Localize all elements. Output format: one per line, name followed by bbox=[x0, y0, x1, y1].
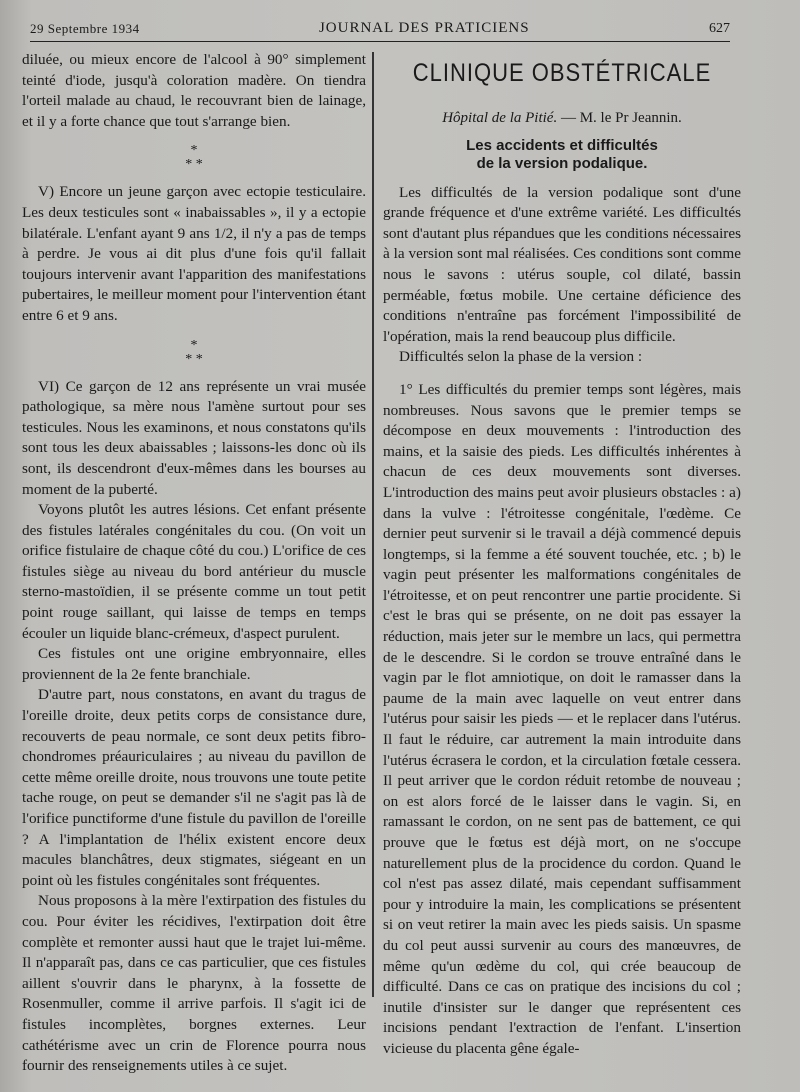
paragraph: V) Encore un jeune garçon avec ectopie testiculaire. Les deux testicules sont « inabaissables », il y a ectopie bilatérale. L'enfant ayant 9 ans 1/2, il n'y a pas de temps à perdre. Je vous ai dit plus d'une fois qu'il fallait toujours intervenir avant l'apparition des manifestations pubertaires, le meilleur moment pour l'intervention étant entre 6 et 9 ans. bbox=[22, 183, 366, 324]
article-title bbox=[383, 137, 741, 173]
article-byline bbox=[383, 108, 741, 129]
running-header bbox=[30, 14, 730, 42]
column-divider bbox=[372, 52, 374, 997]
paragraph: Difficultés selon la phase de la version : bbox=[399, 348, 643, 366]
hospital-name: Hôpital de la Pitié. bbox=[442, 110, 558, 126]
section-title: CLINIQUE OBSTÉTRICALE bbox=[412, 58, 712, 87]
paragraph: Ces fistules ont une origine embryonnaire, elles proviennent de la 2e fente branchiale. bbox=[22, 645, 366, 683]
paragraph: Les difficultés de la version podalique sont d'une grande fréquence et d'une extrême variété. Les difficultés sont d'autant plus répandues que les conditions nécessaires à la version sont mal réalisées. Ces conditions sont comme nous le savons : utérus souple, col dilaté, bassin perméable, fœtus mobile. Une certaine déficience des conditions n'entraîne pas forcément l'impossibilité de l'opération, mais la rend beaucoup plus difficile. bbox=[383, 183, 741, 345]
paragraph: VI) Ce garçon de 12 ans représente un vrai musée pathologique, sa mère nous l'amène surtout pour ses testicules. Nous les examinons, et nous constatons qu'ils sont tous les deux abaissables ; laissons-les donc où ils sont, ils descendront d'eux-mêmes dans les bourses au moment de la puberté. bbox=[22, 377, 366, 498]
paragraph: Voyons plutôt les autres lésions. Cet enfant présente des fistules latérales congénitales du cou. (On voit un orifice fistulaire de chaque côté du cou.) L'orifice de ces fistules siège au niveau du bord antérieur du muscle sterno-mastoïdien, il se présente comme un tout petit point rouge saillant, qui laisse de temps en temps écouler un liquide blanc-crémeux, d'aspect purulent. bbox=[22, 501, 366, 642]
paragraph: D'autre part, nous constatons, en avant du tragus de l'oreille droite, deux petits corps de consistance dure, recouverts de peau normale, ce sont deux petits fibro-chondromes préauriculaires ; au niveau du pavillon de cette même oreille droite, nous trouvons une toute petite tache rouge, on peut se demander s'il ne s'agit pas là de l'orifice punctiforme d'une fistule du pavillon de l'oreille ? A l'implantation de l'hélix existent encore deux macules blanchâtres, deux stigmates, siégeant en un point où les fistules congénitales sont fréquentes. bbox=[22, 686, 366, 889]
left-column bbox=[22, 50, 366, 1077]
article-title-line: de la version podalique. bbox=[476, 154, 648, 172]
paragraph: Nous proposons à la mère l'extirpation des fistules du cou. Pour éviter les récidives, l'extirpation doit être complète et remonter aussi haut que le trajet lui-même. Il n'apparaît pas, dans ce cas particulier, que ces fistules aillent s'ouvrir dans le pharynx, à la fossette de Rosenmuller, comme il arrive parfois. Il s'agit ici de fistules incomplètes, borgnes externes. Leur cathétérisme avec un crin de Florence pourra nous fournir des renseignements utiles à ce sujet. bbox=[22, 892, 366, 1075]
header-journal-title: JOURNAL DES PRATICIENS bbox=[318, 20, 530, 36]
section-separator: * * * bbox=[185, 143, 203, 173]
right-column bbox=[383, 50, 741, 1060]
header-page-number: 627 bbox=[708, 21, 730, 36]
header-date: 29 Septembre 1934 bbox=[30, 21, 140, 36]
paragraph: diluée, ou mieux encore de l'alcool à 90° simplement teinté d'iode, jusqu'à coloration madère. On tiendra l'orteil malade au chaud, le recouvrant bien de lainage, et il y a forte chance que tout s'arrange bien. bbox=[22, 51, 366, 130]
author-name: — M. le Pr Jeannin. bbox=[557, 110, 682, 126]
paragraph: 1° Les difficultés du premier temps sont légères, mais nombreuses. Nous savons que le premier temps se décompose en deux mouvements : l'introduction des mains, et la saisie des pieds. Les difficultés inhérentes à chacun de ces deux mouvements sont diverses. L'introduction des mains peut avoir plusieurs obstacles : a) dans la vulve : l'étroitesse congénitale, l'œdème. Ce dernier peut survenir si le travail a déjà commencé depuis longtemps, si la femme a été souvent touchée, etc. ; b) le vagin peut présenter les malformations congénitales de l'étroitesse, et on peut rencontrer une partie procidente. Si c'est le bras qui se présente, on ne doit pas essayer la réduction, mais jeter sur le membre un lacs, qui permettra de le descendre. Si le cordon se trouve entraîné dans le vagin par le flot amniotique, on doit le ramasser dans la paume de la main avec laquelle on veut entrer dans l'utérus pour saisir les pieds — et le replacer dans l'utérus. Il faut le réduire, car autrement la main introduite dans l'utérus écrasera le cordon, et la circulation fœtale cessera. Il peut arriver que le cordon réduit retombe de nouveau ; on est alors forcé de le laisser dans le vagin. Si, en ramassant le cordon, on ne sent pas de battement, ce qui prouve que le fœtus est déjà mort, on ne s'occupe naturellement plus de la procidence du cordon. Quand le col n'est pas assez dilaté, mais cependant suffisamment pour y introduire la main, les complications se présentent si on veut retirer la main avec les pieds saisis. Un spasme du col peut aussi survenir au cours des manœuvres, de même qu'un œdème du col, qui crée beaucoup de difficulté. Dans ce cas on pratique des incisions du col ; inutile d'insister sur le danger que représentent ces incisions pendant l'extraction de l'enfant. L'insertion vicieuse du placenta gêne égale- bbox=[383, 380, 741, 1057]
article-title-line: Les accidents et difficultés bbox=[466, 136, 658, 154]
section-separator: * * * bbox=[185, 337, 203, 367]
